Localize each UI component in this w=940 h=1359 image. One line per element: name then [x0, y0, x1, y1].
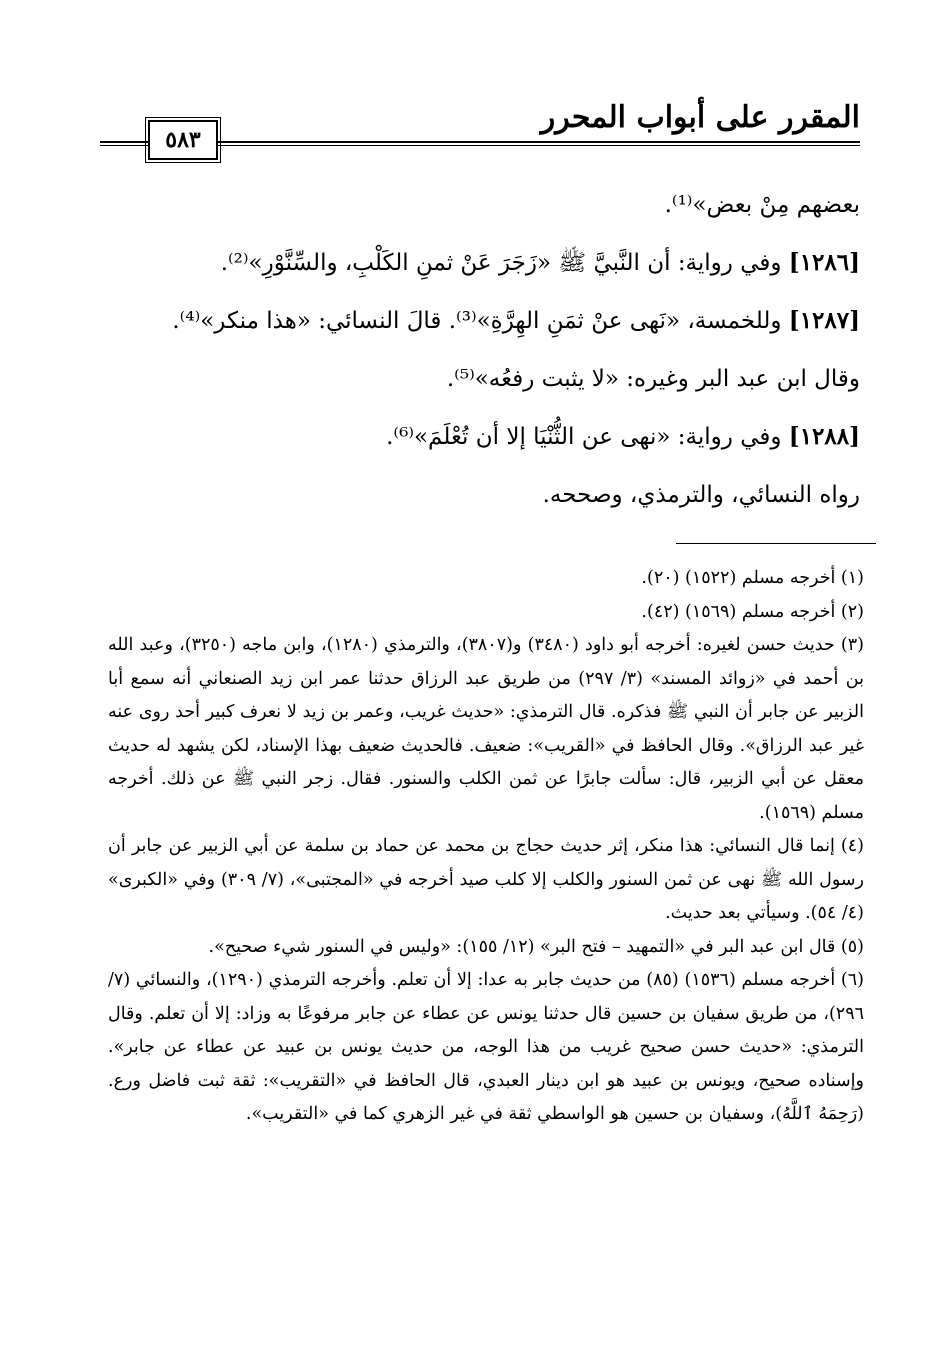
- main-line-1: بعضهم مِنْ بعض»⁽¹⁾.: [664, 192, 860, 218]
- hadith-number: [١٢٨٧]: [788, 307, 860, 334]
- main-line-4: وقال ابن عبد البر وغيره: «لا يثبت رفعُه»⁽⁵⁾.: [446, 366, 860, 392]
- footnote-3: (٣) حديث حسن لغيره: أخرجه أبو داود (٣٤٨٠) و(٣٨٠٧)، والترمذي (١٢٨٠)، وابن ماجه (٣٢٥٠)، وعبد الله بن أحمد في «زوائد المسند» (٣/ ٢٩٧) من طريق عبد الرزاق حدثنا عمر ابن زيد الصنعاني أنه سمع أبا الزبير عن جابر أن النبي ﷺ فذكره. قال الترمذي: «حديث غريب، وعمر بن زيد لا نعرف كبير أحد روى عنه غير عبد الرزاق». وقال الحافظ في «القريب»: ضعيف. فالحديث ضعيف بهذا الإسناد، لكن يشهد له حديث معقل عن أبي الزبير، قال: سألت جابرًا عن ثمن الكلب والسنور. فقال. زجر النبي ﷺ عن ذلك. أخرجه مسلم (١٥٦٩).: [108, 635, 864, 823]
- footnote-5: (٥) قال ابن عبد البر في «التمهيد – فتح البر» (١٢/ ١٥٥): «وليس في السنور شيء صحيح».: [208, 936, 864, 957]
- main-text: [110, 176, 860, 524]
- hadith-text: وللخمسة، «نَهى عنْ ثمَنِ الهِرَّةِ»⁽³⁾. قالَ النسائي: «هذا منكر»⁽⁴⁾.: [172, 308, 789, 334]
- footnote-4: (٤) إنما قال النسائي: هذا منكر، إثر حديث حجاج بن محمد عن حماد بن سلمة عن أبي الزبير عن جابر أن رسول الله ﷺ نهى عن ثمن السنور والكلب إلا كلب صيد أخرجه في «المجتبى»، (٧/ ٣٠٩) وفي «الكبرى» (٤/ ٥٤). وسيأتي بعد حديث.: [108, 836, 865, 923]
- hadith-text: وفي رواية: «نهى عن الثُّنْيَا إلا أن تُعْلَمَ»⁽⁶⁾.: [386, 424, 789, 450]
- footnote-1: (١) أخرجه مسلم (١٥٢٢) (٢٠).: [641, 568, 864, 588]
- hadith-text: وفي رواية: أن النَّبيَّ ﷺ «زَجَرَ عَنْ ثمنِ الكَلْبِ، والسِّنَّوْرِ»⁽²⁾.: [220, 250, 789, 276]
- hadith-number: [١٢٨٨]: [788, 423, 860, 450]
- header-title: المقرر على أبواب المحرر: [540, 100, 860, 135]
- hadith-number: [١٢٨٦]: [788, 249, 860, 276]
- page-number: ٥٨٣: [148, 120, 218, 160]
- footnotes: [108, 562, 864, 1132]
- page-header: [100, 98, 860, 158]
- footnote-6: (٦) أخرجه مسلم (١٥٣٦) (٨٥) من حديث جابر به عدا: إلا أن تعلم. وأخرجه الترمذي (١٢٩٠)، والنسائي (٧/ ٢٩٦)، من طريق سفيان بن حسين قال حدثنا يونس عن عطاء عن جابر مرفوعًا به وزاد: إلا أن تعلم. وقال الترمذي: «حديث حسن صحيح غريب من هذا الوجه، من حديث يونس بن عبيد عن عطاء عن جابر». وإسناده صحيح، ويونس بن عبيد هو ابن دينار العبدي، قال الحافظ في «التقريب»: ثقة ثبت فاضل ورع. (رَحِمَهُ ٱللَّهُ)، وسفيان بن حسين هو الواسطي ثقة في غير الزهري كما في «التقريب».: [108, 970, 864, 1124]
- main-line-6: رواه النسائي، والترمذي، وصححه.: [542, 482, 860, 508]
- hadith-1287: [110, 292, 860, 350]
- footnote-separator: [676, 543, 876, 544]
- hadith-1286: [110, 234, 860, 292]
- footnote-2: (٢) أخرجه مسلم (١٥٦٩) (٤٢).: [641, 601, 864, 622]
- hadith-1288: [110, 408, 860, 466]
